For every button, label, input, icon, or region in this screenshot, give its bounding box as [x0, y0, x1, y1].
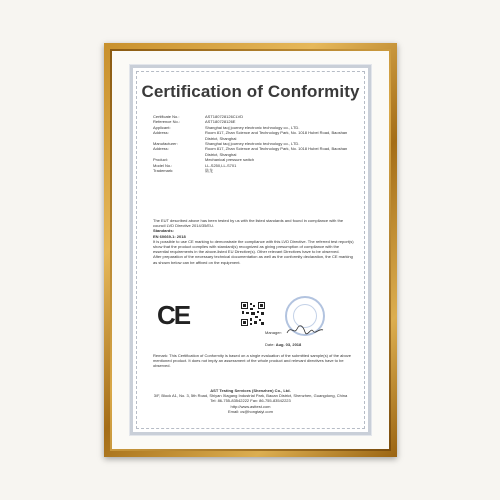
- field-row: [153, 130, 354, 141]
- field-label: Manufacturer:: [153, 141, 178, 147]
- field-value: Shanghai taoj journey electronic technology co., LTD.: [205, 141, 300, 147]
- issuer-footer: [143, 388, 358, 414]
- field-value: Shanghai taoj journey electronic technology co., LTD.: [205, 124, 300, 130]
- issuer-address: 3/F, Block A1, No. 3, 5th Road, Shiyan Xiagang Industrial Park, Baoan District, Shenzhen, Guangdong, China: [153, 393, 348, 399]
- field-value: LL-S250,LL-S701: [205, 162, 237, 168]
- ce-affix-text: After preparation of the necessary technical documentation as well as the conformity declaration, the CE marking as shown below can be affixed on the equipment.: [153, 254, 353, 265]
- field-label: Model No.:: [153, 162, 173, 168]
- certificate-sheet: [130, 65, 371, 435]
- field-value: Room 817, Zhan Science and Technology Park, No. 1018 Hubei Road, Baoshan District, Shanghai: [205, 130, 348, 141]
- date-value: Aug. 03, 2018: [275, 342, 302, 347]
- field-row: [153, 146, 354, 157]
- issue-date: [265, 342, 301, 347]
- field-label: Reference No.:: [153, 119, 180, 125]
- frame-mat: [112, 51, 389, 449]
- ce-mark-logo: CE: [157, 300, 190, 330]
- field-value: AST180728126CLVD: [205, 114, 244, 119]
- field-label: Product:: [153, 157, 168, 163]
- field-label: Trademark:: [153, 168, 174, 174]
- signature-label: Manager:: [265, 330, 282, 335]
- field-value: 陆龙: [205, 168, 213, 174]
- certificate-fields: [153, 114, 354, 173]
- issuer-phone: Tel: 86-755-83542222 Fax: 86-755-83542223: [210, 398, 291, 404]
- ce-compliance-text: It is possible to use CE marking to demonstrate the compliance with this LVD Directive. The referred test report(s) show that the product complies with standard(s) recognized as giving presumption of compliance with the essential requirements in the above-listed EU Directive(s). Other relevant Directives have to be observed.: [153, 238, 354, 255]
- frame-inner-bevel: [110, 49, 391, 451]
- field-value: Mechanical pressure switch: [205, 157, 255, 163]
- field-label: Applicant:: [153, 124, 171, 130]
- field-label: Certificate No.:: [153, 114, 180, 119]
- standards-heading: Standards:: [153, 228, 174, 234]
- field-label: Address:: [153, 130, 169, 136]
- standard-item: EN 60669-1: 2018: [153, 233, 186, 239]
- field-label: Address:: [153, 146, 169, 152]
- gold-picture-frame: [104, 43, 397, 457]
- remark-text: Remark: This Certification of Conformity is based on a single evaluation of the submitted sample(s) of the above mentioned product. It does not imply an assessment of the whole product and relevant directives have to be observed.: [153, 353, 352, 369]
- certificate-title: Certification of Conformity: [141, 82, 360, 101]
- statement-text: The EUT described above has been tested by us with the listed standards and found in compliance with the council LVD Directive 2014/35/EU.: [153, 218, 344, 229]
- signature-image: [285, 323, 325, 337]
- issuer-website: http://www.asttest.com: [230, 403, 271, 409]
- date-label: Date:: [265, 342, 275, 347]
- field-row: [153, 168, 354, 173]
- field-value: AST180728126E: [205, 119, 236, 125]
- issuer-name: AST Testing Services (Shenzhen) Co., Ltd.: [210, 388, 291, 393]
- issuer-email: Email: cs@hongtaiyi.com: [228, 408, 273, 414]
- qr-code-icon: [241, 302, 265, 326]
- certificate-body: [153, 218, 354, 265]
- field-value: Room 817, Zhan Science and Technology Park, No. 1018 Hubei Road, Baoshan District, Shanghai: [205, 146, 348, 157]
